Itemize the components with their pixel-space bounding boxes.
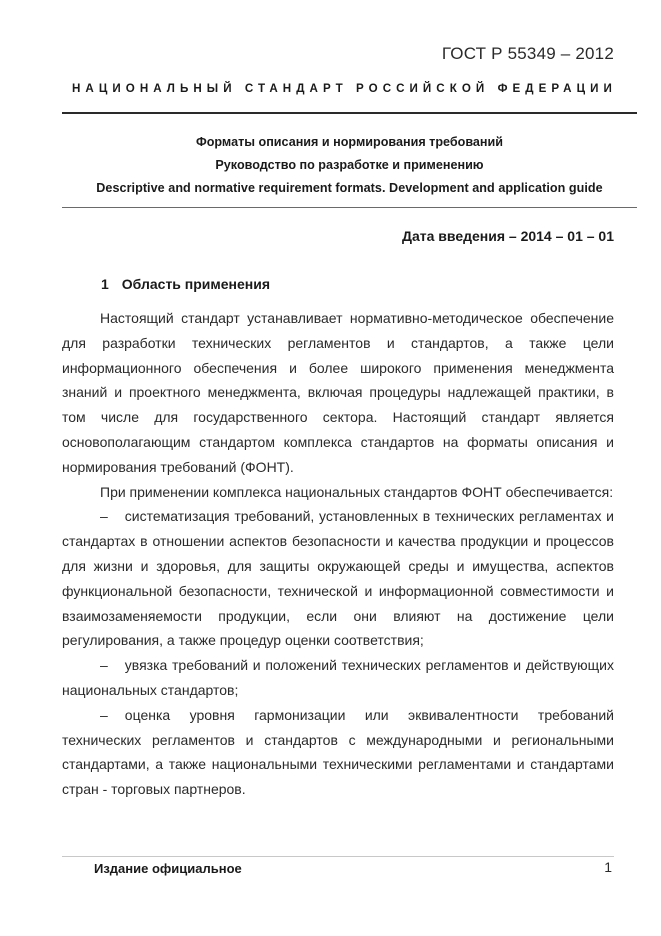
official-edition-label: Издание официальное	[94, 861, 242, 876]
section-number: 1	[101, 276, 109, 292]
title-divider	[62, 207, 637, 208]
national-standard-heading: НАЦИОНАЛЬНЫЙ СТАНДАРТ РОССИЙСКОЙ ФЕДЕРАЦИИ	[72, 82, 617, 95]
bullet-item	[62, 703, 614, 802]
footer-divider	[62, 856, 614, 857]
bullet-dash: –	[100, 657, 108, 674]
bullet-item	[62, 504, 614, 653]
header-divider	[62, 112, 637, 114]
bullet-dash: –	[100, 508, 108, 525]
bullet-text: оценка уровня гармонизации или эквивалентности требований технических регламентов и стандартов с международными и региональными стандартами, а также национальными техническими регламентами и стандартами стран - торговых партнеров.	[62, 706, 614, 798]
section-body	[62, 306, 614, 802]
bullet-text: увязка требований и положений технических регламентов и действующих национальных стандартов;	[62, 657, 614, 698]
bullet-item	[62, 653, 614, 703]
introduction-date: Дата введения – 2014 – 01 – 01	[402, 228, 614, 244]
section-heading	[101, 276, 270, 292]
bullet-dash: –	[100, 706, 108, 723]
title-line-ru-1: Форматы описания и нормирования требований	[195, 135, 504, 149]
paragraph: Настоящий стандарт устанавливает нормативно-методическое обеспечение для разработки технических регламентов и стандартов, а также цели информационного обеспечения и более широкого применения менеджмента знаний и проектного менеджмента, включая процедуры надлежащей практики, в том числе для государственного сектора. Настоящий стандарт является основополагающим стандартом комплекса стандартов на форматы описания и нормирования требований (ФОНТ).	[62, 310, 614, 475]
paragraph: При применении комплекса национальных стандартов ФОНТ обеспечивается:	[100, 483, 614, 500]
page-number: 1	[604, 859, 612, 875]
standard-number: ГОСТ Р 55349 – 2012	[441, 44, 614, 63]
document-title	[62, 131, 637, 200]
section-title-text: Область применения	[121, 276, 271, 292]
title-line-ru-2: Руководство по разработке и применению	[215, 158, 484, 172]
title-line-en: Descriptive and normative requirement formats. Development and application guide	[96, 181, 603, 195]
bullet-text: систематизация требований, установленных в технических регламентах и стандартах в отношении аспектов безопасности и качества продукции и процессов для жизни и здоровья, для защиты окружающей среды и имущества, аспектов функциональной безопасности, технической и информационной совместимости и взаимозаменяемости продукции, если они влияют на достижение цели регулирования, а также процедур оценки соответствия;	[62, 508, 614, 649]
